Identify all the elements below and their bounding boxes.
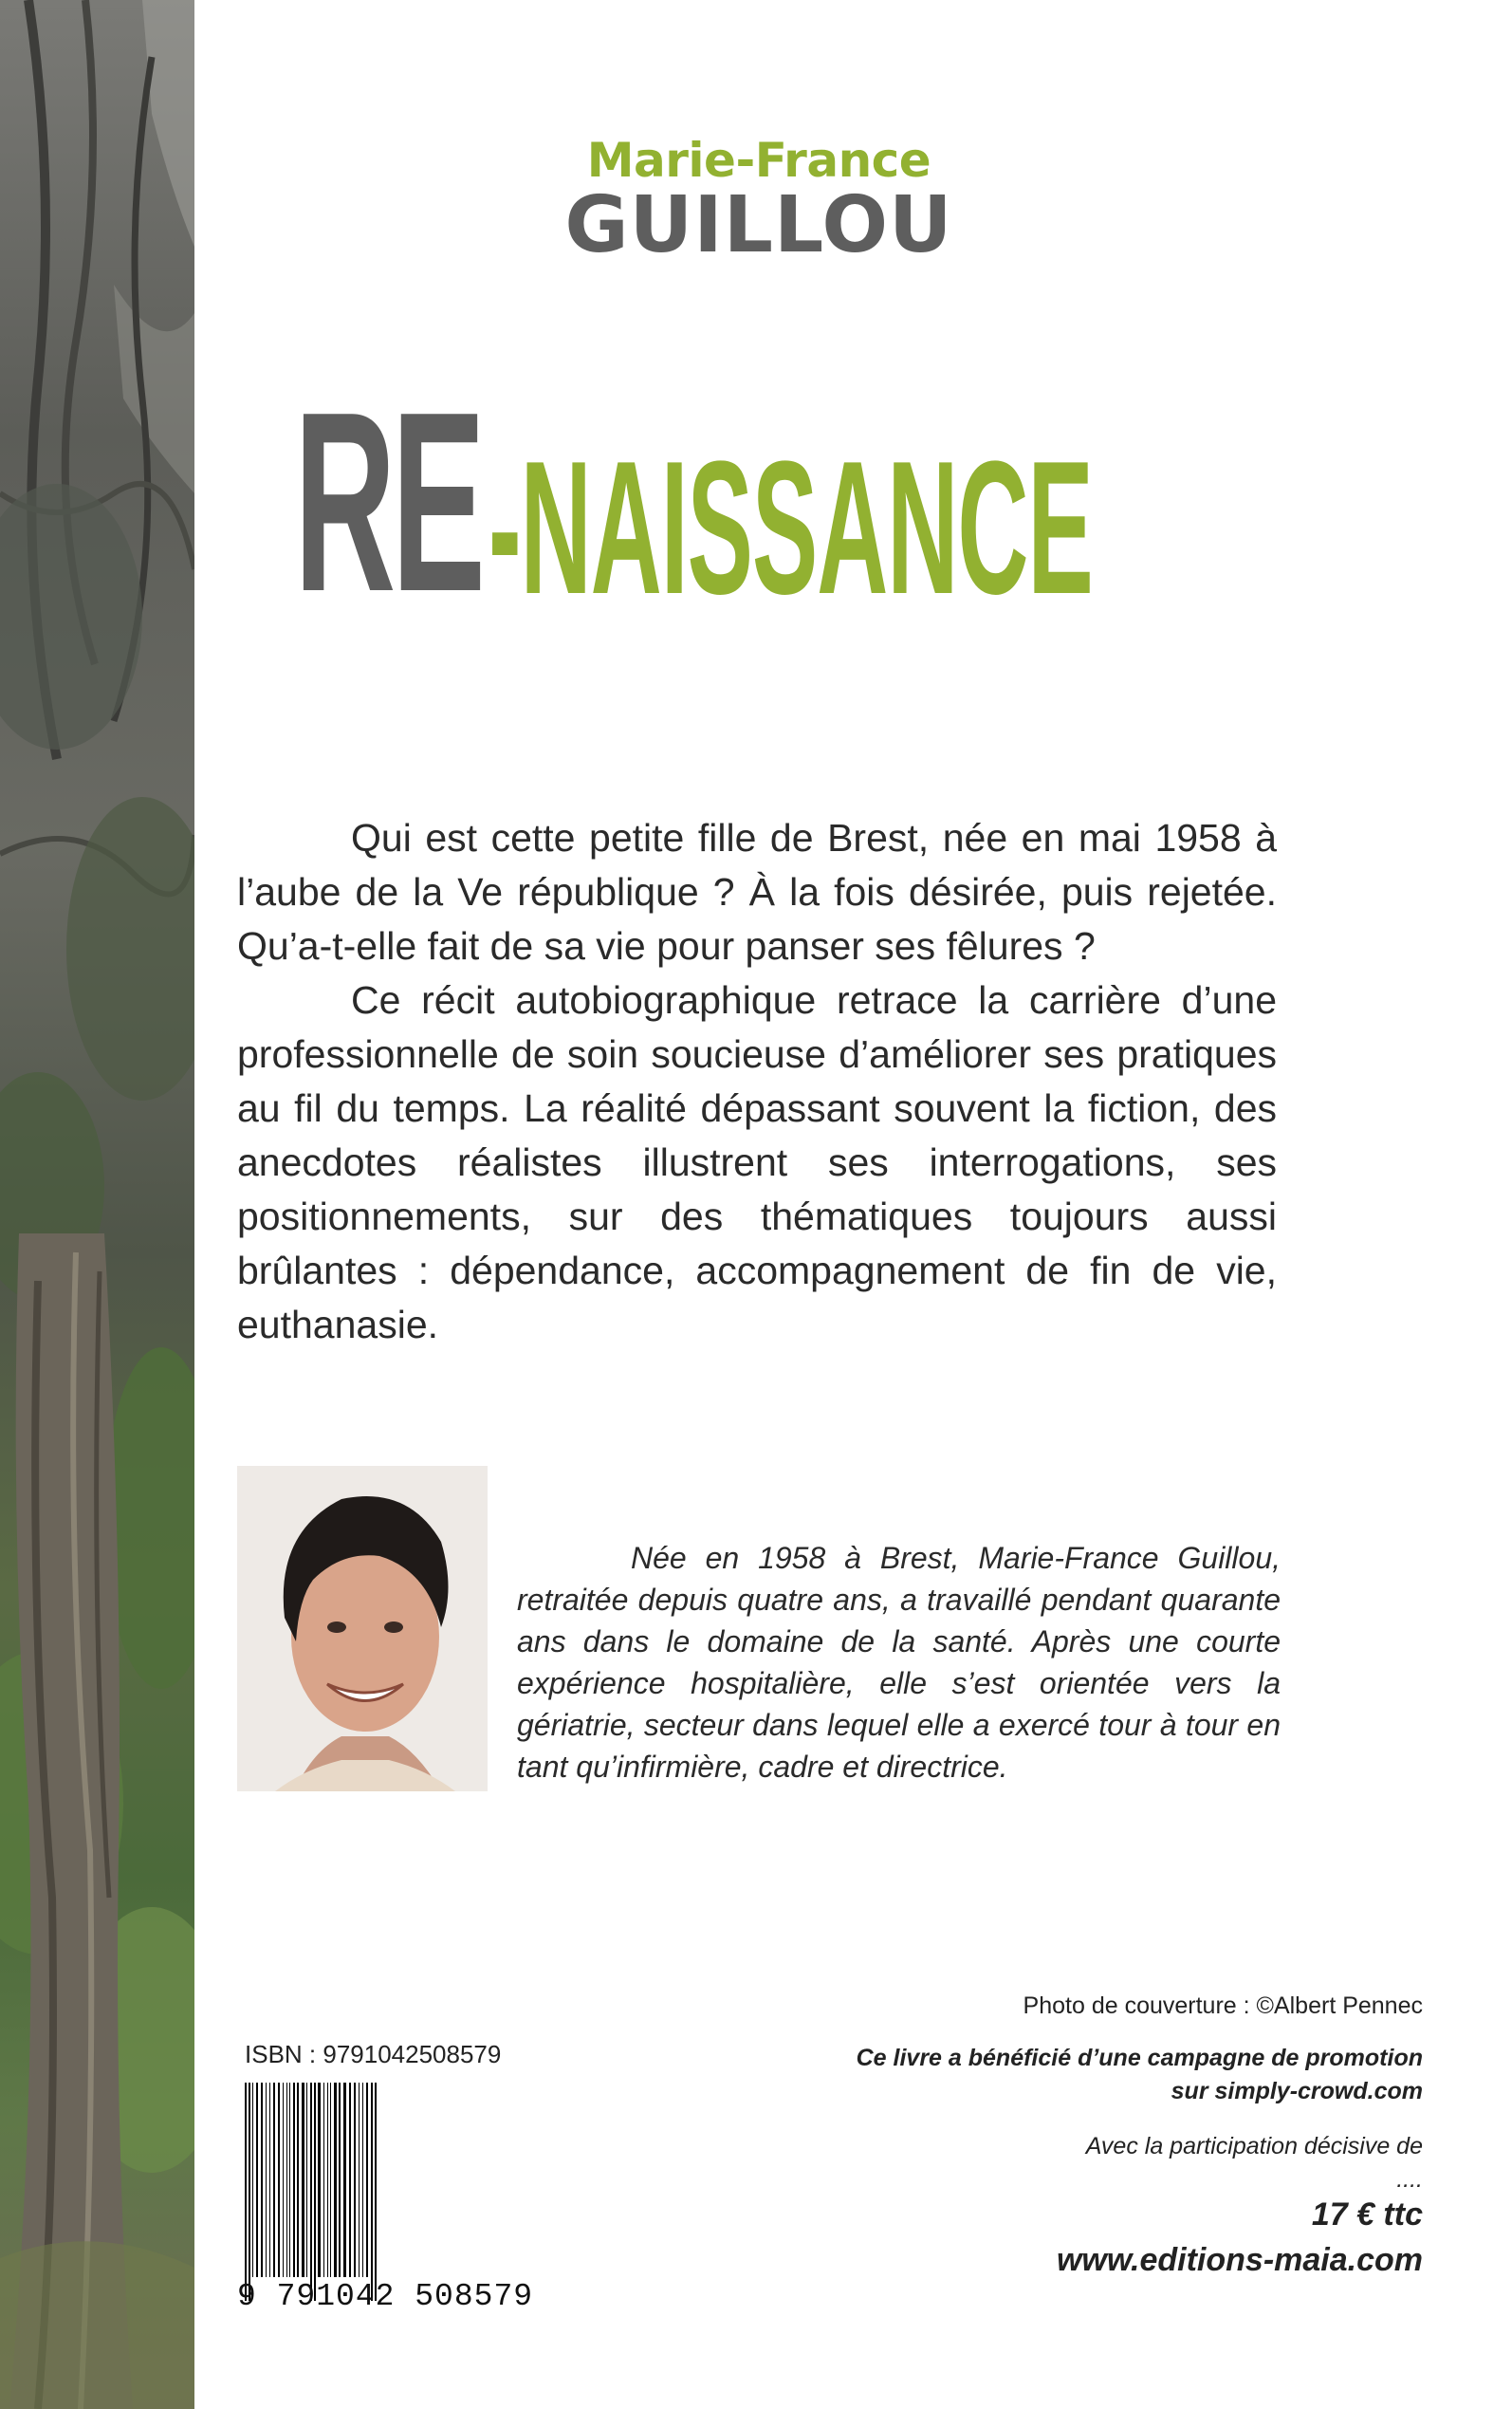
book-title xyxy=(294,360,1093,645)
author-first-name: Marie-France xyxy=(586,133,931,188)
book-title-re: RE xyxy=(294,360,482,645)
participation-line: .... xyxy=(1396,2166,1423,2193)
price-block xyxy=(1057,2192,1423,2283)
promo-line: Ce livre a bénéficié d’une campagne de promotion xyxy=(856,2045,1423,2071)
author-last-name: GUILLOU xyxy=(564,180,953,270)
participation-line: Avec la participation décisive de xyxy=(1085,2133,1423,2159)
author-bio xyxy=(517,1537,1281,1788)
photo-credit: Photo de couverture : ©Albert Pennec xyxy=(1023,1992,1423,2019)
price: 17 € ttc xyxy=(1311,2196,1423,2233)
summary-paragraph: Ce récit autobiographique retrace la carrière d’une professionnelle de soin soucieuse d’améliorer ses pratiques au fil du temps. La réalité dépassant souvent la fiction, des anecdotes réalistes illustrent ses interrogations, ses positionnements, sur des thématiques toujours aussi brûlantes : dépendance, accompagnement de fin de vie, euthanasie. xyxy=(237,978,1277,1346)
barcode-digits: 9 791042 508579 xyxy=(237,2279,534,2314)
author-portrait-illustration xyxy=(237,1466,488,1791)
author-photo xyxy=(237,1466,488,1791)
promo-line: sur simply-crowd.com xyxy=(1171,2078,1423,2104)
bio-paragraph: Née en 1958 à Brest, Marie-France Guillou, retraitée depuis quatre ans, a travaillé pendant quarante ans dans le domaine de la santé. Après une courte expérience hospitalière, elle s’est orientée vers la gériatrie, secteur dans lequel elle a exercé tour à tour en tant qu’infirmière, cadre et directrice. xyxy=(517,1541,1281,1784)
participation-note xyxy=(1086,2130,1423,2196)
tree-illustration xyxy=(0,0,194,2409)
cover-photo-tree-strip xyxy=(0,0,194,2409)
isbn-label: ISBN : 9791042508579 xyxy=(245,2040,502,2068)
promo-note xyxy=(857,2042,1423,2108)
summary-paragraph: Qui est cette petite fille de Brest, née en mai 1958 à l’aube de la Ve république ? À la fois désirée, puis rejetée. Qu’a-t-elle fait de sa vie pour panser ses fêlures ? xyxy=(237,816,1277,968)
book-summary xyxy=(237,811,1277,1352)
book-title-naissance: -NAISSANCE xyxy=(489,422,1093,634)
isbn-barcode xyxy=(237,2083,536,2301)
publisher-website: www.editions-maia.com xyxy=(1056,2242,1423,2278)
